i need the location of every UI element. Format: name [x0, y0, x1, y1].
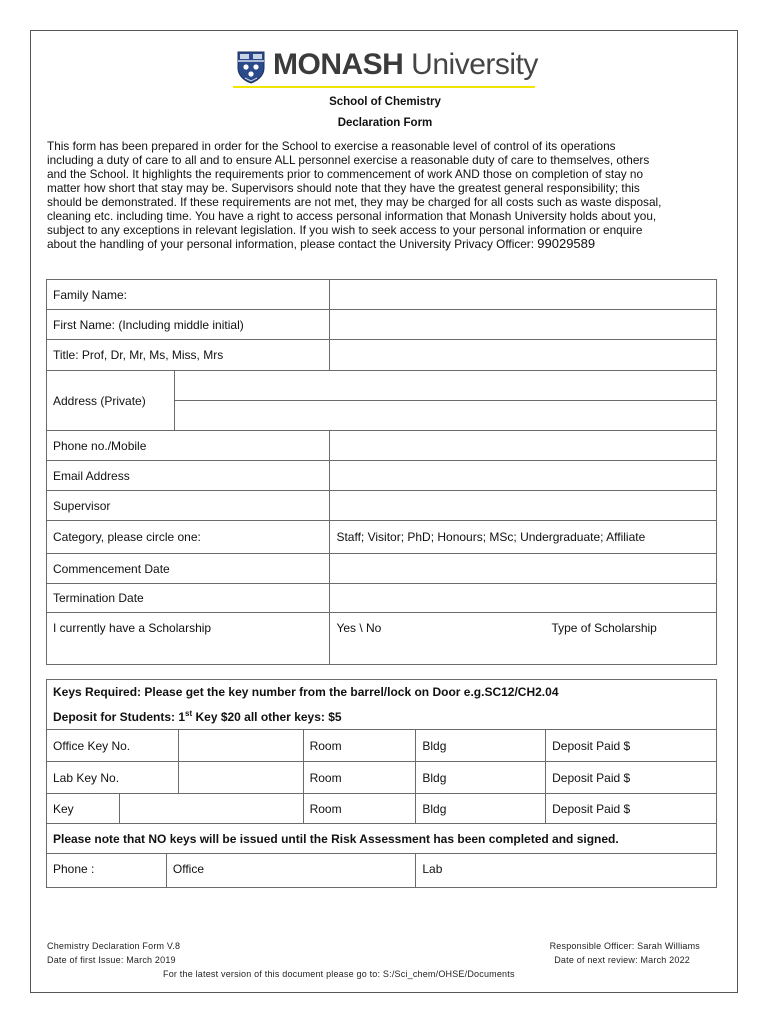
commencement-date-field[interactable] — [330, 554, 717, 584]
risk-assessment-note: Please note that NO keys will be issued until the Risk Assessment has been completed and signed. — [47, 824, 717, 854]
logo-light-text: University — [403, 48, 538, 81]
lab-key-label: Lab Key No. — [47, 762, 179, 794]
key-room-label[interactable]: Room — [303, 794, 416, 824]
intro-line: subject to any exceptions in relevant legislation. If you wish to seek access to your personal information or enquire — [47, 223, 643, 237]
intro-line: This form has been prepared in order for the School to exercise a reasonable level of control of its operations — [47, 139, 616, 153]
first-name-label: First Name: (Including middle initial) — [47, 310, 330, 340]
table-row — [47, 854, 717, 888]
deposit-prefix: Deposit for Students: 1 — [53, 709, 186, 724]
scholarship-type-label: Type of Scholarship — [551, 621, 657, 635]
lab-bldg-label[interactable]: Bldg — [416, 762, 546, 794]
scholarship-field[interactable] — [330, 613, 717, 665]
family-name-field[interactable] — [330, 280, 717, 310]
intro-line-last — [47, 237, 727, 251]
keys-table — [46, 679, 717, 888]
address-label: Address (Private) — [47, 371, 175, 431]
address-field-line-2[interactable] — [174, 401, 716, 431]
table-row — [47, 521, 717, 554]
footer-latest-version: For the latest version of this document please go to: S:/Sci_chem/OHSE/Documents — [163, 969, 515, 979]
phone-contact-label: Phone : — [47, 854, 167, 888]
lab-phone-field[interactable]: Lab — [416, 854, 717, 888]
logo-underline — [233, 86, 535, 88]
first-name-field[interactable] — [330, 310, 717, 340]
office-key-field[interactable] — [178, 730, 303, 762]
category-options[interactable]: Staff; Visitor; PhD; Honours; MSc; Undergraduate; Affiliate — [330, 521, 717, 554]
commencement-date-label: Commencement Date — [47, 554, 330, 584]
keys-heading — [47, 680, 717, 730]
table-row — [47, 730, 717, 762]
table-row — [47, 554, 717, 584]
table-row — [47, 794, 717, 824]
logo-wordmark — [273, 48, 538, 82]
keys-required-text: Keys Required: Please get the key number from the barrel/lock on Door e.g.SC12/CH2.04 — [53, 684, 559, 699]
yes-no-option[interactable]: Yes \ No — [336, 621, 382, 635]
university-crest-icon — [236, 50, 266, 84]
key-bldg-label[interactable]: Bldg — [416, 794, 546, 824]
intro-last-text: about the handling of your personal information, please contact the University Privacy Officer: — [47, 237, 538, 251]
footer-form-version: Chemistry Declaration Form V.8 — [47, 941, 181, 951]
intro-line: cleaning etc. including time. You have a right to access personal information that Monash University holds about you, — [47, 209, 657, 223]
table-row — [47, 613, 717, 665]
table-row — [47, 431, 717, 461]
office-bldg-label[interactable]: Bldg — [416, 730, 546, 762]
lab-deposit-label[interactable]: Deposit Paid $ — [546, 762, 717, 794]
phone-label: Phone no./Mobile — [47, 431, 330, 461]
category-label: Category, please circle one: — [47, 521, 330, 554]
table-row — [47, 584, 717, 613]
key-deposit-label[interactable]: Deposit Paid $ — [546, 794, 717, 824]
lab-key-field[interactable] — [178, 762, 303, 794]
personal-details-table — [46, 279, 717, 665]
office-phone-field[interactable]: Office — [166, 854, 416, 888]
form-title: Declaration Form — [337, 117, 433, 129]
table-row — [47, 491, 717, 521]
privacy-officer-phone: 99029589 — [537, 236, 596, 251]
office-room-label[interactable]: Room — [303, 730, 416, 762]
termination-date-field[interactable] — [330, 584, 717, 613]
email-field[interactable] — [330, 461, 717, 491]
family-name-label: Family Name: — [47, 280, 330, 310]
intro-paragraph — [47, 139, 727, 251]
footer-first-issue: Date of first Issue: March 2019 — [47, 955, 176, 965]
office-deposit-label[interactable]: Deposit Paid $ — [546, 730, 717, 762]
key-field[interactable] — [119, 794, 303, 824]
footer-next-review: Date of next review: March 2022 — [554, 955, 690, 965]
email-label: Email Address — [47, 461, 330, 491]
intro-line: and the School. It highlights the requirements prior to commencement of work AND those on completion of stay no — [47, 167, 644, 181]
footer-responsible-officer: Responsible Officer: Sarah Williams — [549, 941, 700, 951]
phone-field[interactable] — [330, 431, 717, 461]
table-row — [47, 680, 717, 730]
table-row — [47, 310, 717, 340]
scholarship-label: I currently have a Scholarship — [47, 613, 330, 665]
intro-line: matter how short that stay may be. Supervisors should note that they have the greatest general responsibility; this — [47, 181, 640, 195]
table-row — [47, 824, 717, 854]
table-row — [47, 762, 717, 794]
deposit-suffix: Key $20 all other keys: $5 — [192, 709, 342, 724]
supervisor-label: Supervisor — [47, 491, 330, 521]
intro-line: including a duty of care to all and to ensure ALL personnel exercise a reasonable duty of care to themselves, others — [47, 153, 650, 167]
table-row — [47, 280, 717, 310]
title-label: Title: Prof, Dr, Mr, Ms, Miss, Mrs — [47, 340, 330, 371]
key-label: Key — [47, 794, 120, 824]
supervisor-field[interactable] — [330, 491, 717, 521]
intro-line: should be demonstrated. If these requirements are not met, they may be charged for all costs such as waste disposal, — [47, 195, 662, 209]
monash-logo — [233, 46, 538, 88]
termination-date-label: Termination Date — [47, 584, 330, 613]
lab-room-label[interactable]: Room — [303, 762, 416, 794]
table-row — [47, 340, 717, 371]
logo-bold-text: MONASH — [273, 48, 404, 81]
address-field-line-1[interactable] — [174, 371, 716, 401]
deposit-superscript: st — [185, 708, 193, 718]
department-title: School of Chemistry — [329, 96, 441, 108]
table-row — [47, 371, 717, 401]
title-field[interactable] — [330, 340, 717, 371]
table-row — [47, 461, 717, 491]
office-key-label: Office Key No. — [47, 730, 179, 762]
deposit-text — [53, 703, 716, 728]
